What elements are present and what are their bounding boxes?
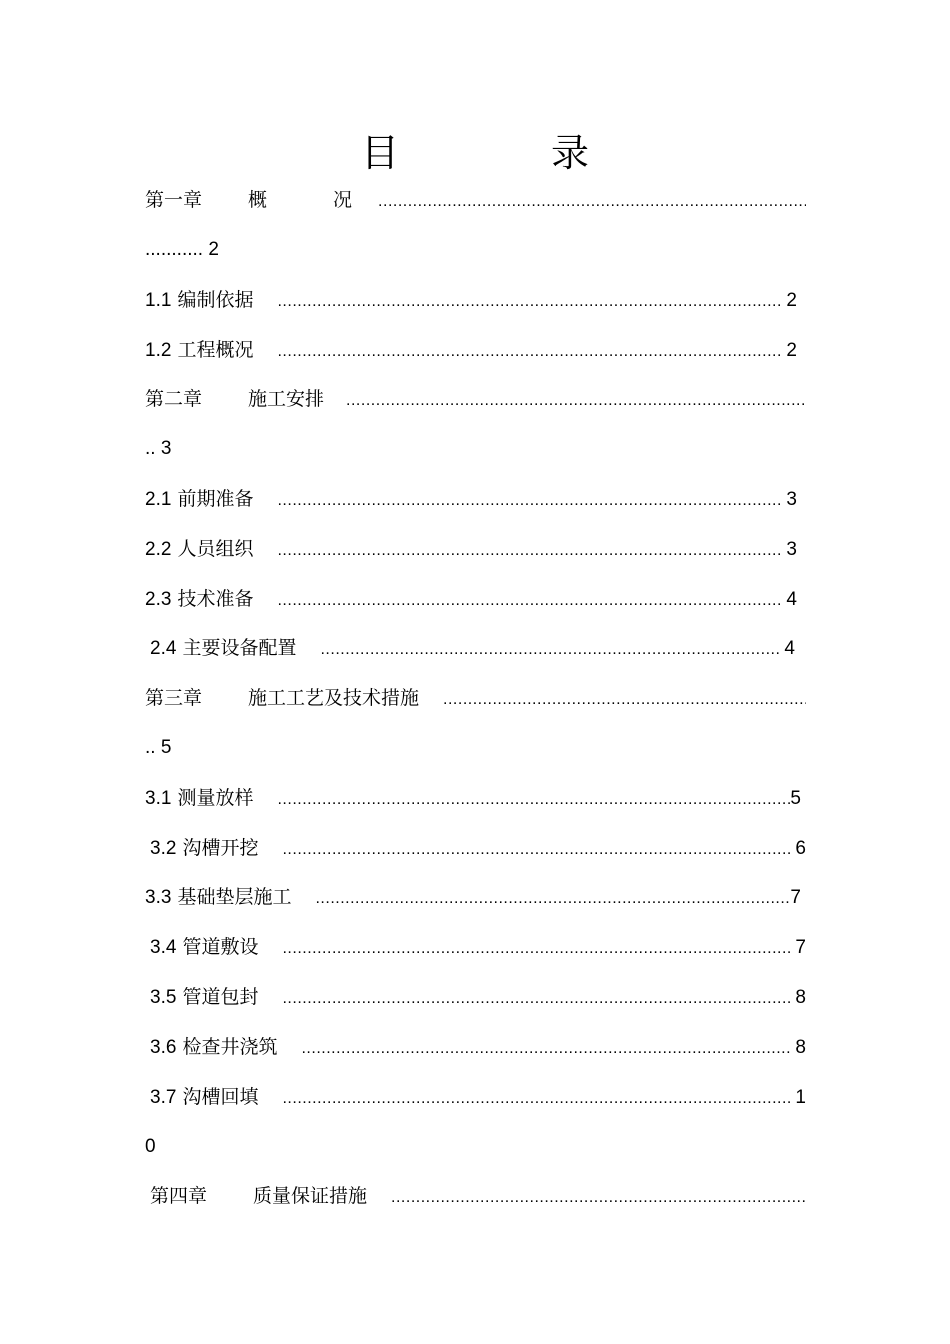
- dot-leader: [277, 486, 783, 516]
- chapter-title: 质量保证措施: [253, 1185, 368, 1207]
- page-number: 2: [786, 340, 797, 361]
- section-number: 3.3: [145, 887, 172, 908]
- toc-section-1-2[interactable]: [145, 335, 797, 365]
- section-title: 沟槽回填: [182, 1086, 259, 1108]
- page-number: 5: [790, 788, 801, 809]
- dot-leader: [277, 785, 790, 815]
- dot-leader: [282, 835, 792, 865]
- dot-leader: [277, 287, 783, 317]
- section-number: 3.2: [150, 838, 177, 859]
- dot-leader: [315, 884, 790, 914]
- dot-leader: [443, 685, 806, 715]
- dot-leader: [378, 187, 806, 217]
- page-number: 4: [784, 638, 795, 659]
- toc-section-2-2[interactable]: [145, 534, 797, 564]
- toc-section-2-3[interactable]: [145, 584, 797, 614]
- toc-section-2-1[interactable]: [145, 484, 797, 514]
- chapter-title: 施工工艺及技术措施: [248, 687, 420, 709]
- toc-chapter-1-page: ........... 2: [145, 239, 219, 260]
- section-title: 编制依据: [177, 289, 254, 311]
- dot-leader: [282, 934, 792, 964]
- page-number: 3: [786, 539, 797, 560]
- section-number: 2.1: [145, 489, 172, 510]
- toc-section-3-7[interactable]: [150, 1082, 806, 1112]
- section-title: 测量放样: [177, 787, 254, 809]
- toc-chapter-4[interactable]: [150, 1181, 806, 1211]
- toc-section-3-5[interactable]: [150, 982, 806, 1012]
- toc-section-1-1[interactable]: [145, 285, 797, 315]
- page-number: 6: [795, 838, 806, 859]
- chapter-label: 第一章: [145, 189, 203, 211]
- section-number: 3.6: [150, 1037, 177, 1058]
- dot-leader: [391, 1183, 806, 1213]
- dot-leader: [277, 586, 783, 616]
- toc-chapter-3-page: .. 5: [145, 737, 172, 758]
- toc-section-3-3[interactable]: [145, 882, 801, 912]
- section-number: 1.2: [145, 340, 172, 361]
- toc-section-3-2[interactable]: [150, 833, 806, 863]
- toc-section-2-4[interactable]: [150, 633, 795, 663]
- dot-leader: [301, 1034, 792, 1064]
- section-title: 前期准备: [177, 488, 254, 510]
- section-title: 沟槽开挖: [182, 837, 259, 859]
- toc-chapter-1[interactable]: [145, 185, 806, 215]
- page-title: 目 录: [360, 131, 660, 175]
- dot-leader: [320, 635, 781, 665]
- section-title: 检查井浇筑: [182, 1036, 278, 1058]
- toc-section-3-6[interactable]: [150, 1032, 806, 1062]
- page-number: 3: [786, 489, 797, 510]
- section-title: 主要设备配置: [182, 637, 297, 659]
- dot-leader: [282, 1084, 792, 1114]
- page-number: 8: [795, 1037, 806, 1058]
- toc-chapter-3[interactable]: [145, 683, 806, 713]
- toc-section-3-1[interactable]: [145, 783, 801, 813]
- chapter-title: 施工安排: [248, 388, 325, 410]
- section-number: 3.1: [145, 788, 172, 809]
- section-number: 2.2: [145, 539, 172, 560]
- section-title: 技术准备: [177, 588, 254, 610]
- page-number: 2: [786, 290, 797, 311]
- page-number: 8: [795, 987, 806, 1008]
- page-number: 4: [786, 589, 797, 610]
- section-title: 工程概况: [177, 339, 254, 361]
- section-number: 3.7: [150, 1087, 177, 1108]
- page-number: 7: [790, 887, 801, 908]
- dot-leader: [346, 386, 806, 416]
- toc-section-3-4[interactable]: [150, 932, 806, 962]
- toc-section-3-7-page-cont: 0: [145, 1136, 156, 1157]
- chapter-title-part: 况: [333, 189, 353, 211]
- chapter-label: 第三章: [145, 687, 203, 709]
- section-number: 3.5: [150, 987, 177, 1008]
- chapter-label: 第四章: [150, 1185, 208, 1207]
- chapter-title-part: 概: [248, 189, 268, 211]
- section-title: 基础垫层施工: [177, 886, 292, 908]
- dot-leader: [277, 337, 783, 367]
- toc-chapter-2-page: .. 3: [145, 438, 172, 459]
- section-title: 管道敷设: [182, 936, 259, 958]
- page-number: 1: [795, 1087, 806, 1108]
- section-title: 人员组织: [177, 538, 254, 560]
- section-number: 2.4: [150, 638, 177, 659]
- dot-leader: [282, 984, 792, 1014]
- section-title: 管道包封: [182, 986, 259, 1008]
- dot-leader: [277, 536, 783, 566]
- section-number: 2.3: [145, 589, 172, 610]
- section-number: 1.1: [145, 290, 172, 311]
- page-number: 7: [795, 937, 806, 958]
- section-number: 3.4: [150, 937, 177, 958]
- chapter-label: 第二章: [145, 388, 203, 410]
- toc-chapter-2[interactable]: [145, 384, 806, 414]
